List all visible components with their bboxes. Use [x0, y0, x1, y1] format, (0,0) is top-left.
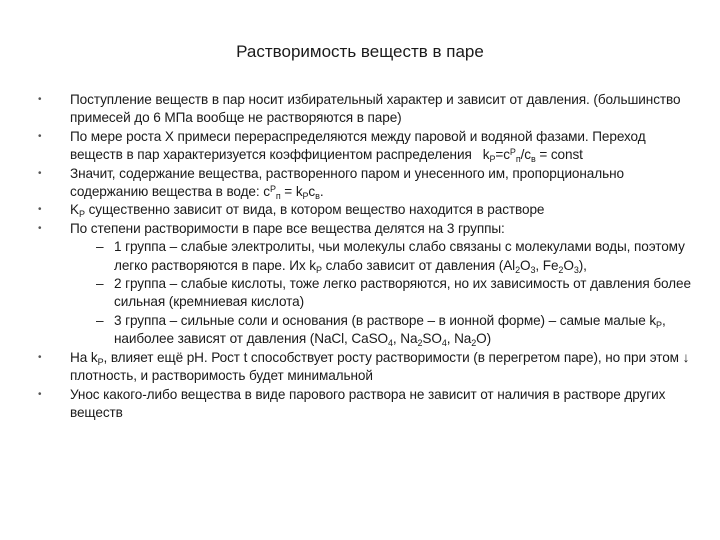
slide-content	[38, 91, 698, 422]
sub-list-item	[38, 275, 698, 312]
bullet-icon: •	[38, 94, 42, 105]
bullet-icon: •	[38, 222, 42, 234]
dash-icon: –	[96, 276, 104, 292]
formula-kp: $k_P=c^P_п/c_в$ = const	[482, 147, 583, 165]
k-symbol: $K_P$	[70, 202, 85, 220]
item-text: По мере роста Х примеси перераспределяются между паровой и водяной фазами. Переход веществ в пар характеризуется коэффициентом распределения	[70, 128, 646, 163]
list-item	[38, 128, 698, 165]
group-text-end: O)	[476, 331, 492, 347]
list-item	[38, 201, 698, 219]
dash-icon: –	[96, 239, 104, 255]
bullet-icon: •	[38, 388, 42, 400]
group-text: 2 группа – слабые кислоты, тоже легко растворяются, но их зависимость от давления более сильная (кремниевая кислота)	[114, 276, 691, 310]
group-text-tail: , наиболее зависят от давления (NaCl, CaSO	[114, 312, 666, 347]
formula-c: $c^P_п = k_Pc_в$.	[263, 184, 324, 202]
item-text-after: , влияет ещё pH. Рост t способствует росту растворимости (в перегретом паре), но при этом	[103, 349, 679, 365]
group-text-tail: слабо зависит от давления (Al	[325, 257, 516, 273]
dash-icon: –	[96, 312, 104, 328]
item-text: По степени растворимости в паре все вещества делятся на 3 группы:	[70, 220, 505, 236]
list-item	[38, 91, 698, 128]
list-item	[38, 165, 698, 202]
bullet-icon: •	[38, 167, 42, 179]
item-text: существенно зависит от вида, в котором вещество находится в растворе	[88, 202, 545, 218]
arrow-down-icon: ↓	[682, 349, 690, 365]
list-item: • На $k_P$, влияет ещё pH. Рост t способствует росту растворимости (в перегретом паре), но при этом ↓ плотность, и растворимость будет минимальной	[38, 349, 690, 384]
slide-title: Растворимость веществ в паре	[236, 42, 484, 61]
group-text-end: ),	[578, 257, 587, 273]
list-item	[38, 386, 698, 423]
bullet-icon: •	[38, 351, 42, 363]
group-text: 3 группа – сильные соли и основания (в растворе – в ионной форме) – самые малые k	[114, 312, 657, 328]
group-text: 1 группа – слабые электролиты, чьи молекулы слабо связаны с молекулами воды, поэтому легко растворяются в паре. Их k	[114, 239, 685, 273]
bullet-icon: •	[38, 204, 42, 216]
list-item	[38, 220, 698, 238]
item-text: Значит, содержание вещества, растворенного паром и унесенного им, пропорционально содержанию вещества в воде:	[70, 165, 624, 200]
sub-list-item: – 3 группа – сильные соли и основания (в растворе – в ионной форме) – самые малые $k_P$, наиболее зависят от давления (NaCl, CaSO$_4$, $Na_2SO_4$, $Na_2O$)	[96, 312, 666, 349]
item-text: Поступление веществ в пар носит избирательный характер и зависит от давления. (большинство примесей до 6 МПа вообще не растворяются в паре)	[70, 92, 681, 126]
item-text-end: плотность, и растворимость будет минимальной	[70, 368, 373, 384]
item-text: Унос какого-либо вещества в виде парового раствора не зависит от наличия в растворе других веществ	[70, 386, 666, 420]
bullet-icon: •	[38, 130, 42, 142]
item-text: На k	[70, 349, 98, 365]
sub-list-item: – 1 группа – слабые электролиты, чьи молекулы слабо связаны с молекулами воды, поэтому легко растворяются в паре. Их $k_P$ слабо зависит от давления ($Al_2O_3$, $Fe_2O_3$),	[96, 239, 685, 275]
